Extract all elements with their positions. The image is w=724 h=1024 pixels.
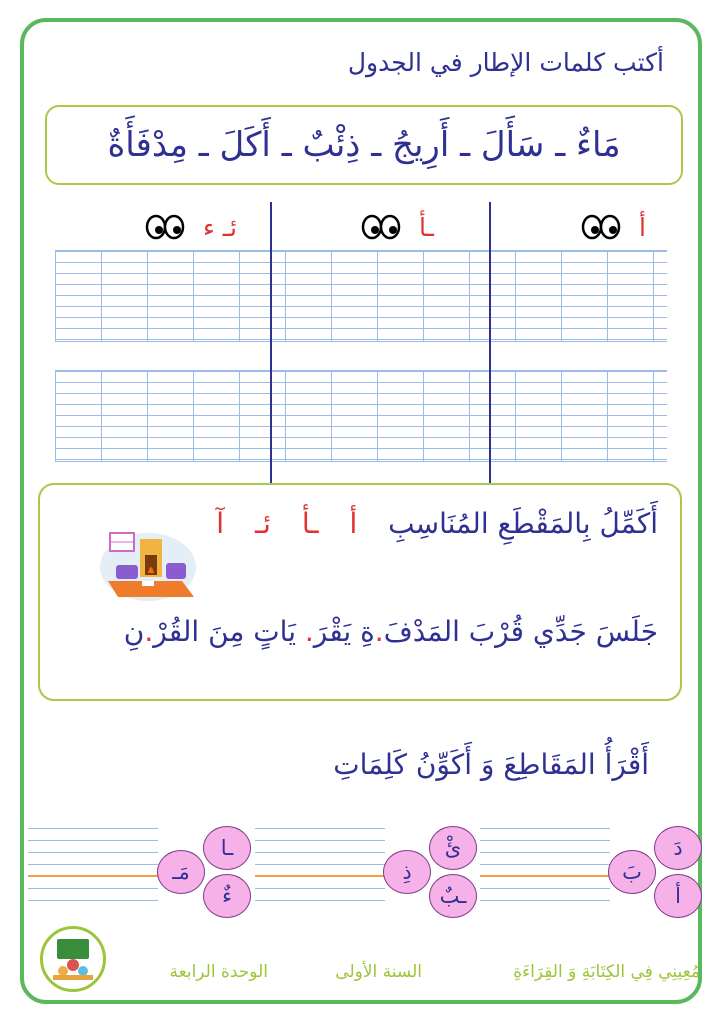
answer-lines[interactable] [255, 828, 385, 904]
logo-icon [47, 933, 99, 985]
instruction-copy-words: أكتب كلمات الإطار في الجدول [347, 48, 664, 77]
complete-instruction-text: أَكَمِّلُ بِالمَقْطَعِ المُنَاسِبِ [388, 507, 658, 540]
column-letters: ئـ ء [203, 212, 237, 242]
syllable-petal: ئْ [429, 826, 477, 870]
syllable-petal: أ [654, 874, 702, 918]
option-letter: آ [216, 507, 225, 540]
sentence-part: جَلَسَ جَدِّي قُرْبَ المَدْفَ [383, 615, 658, 648]
column-divider [270, 202, 272, 484]
column-header-3 [145, 210, 237, 244]
writing-grid-bottom[interactable] [55, 370, 667, 462]
blank-slot[interactable]: . [144, 615, 154, 648]
blank-slot[interactable]: . [374, 615, 384, 648]
instruction-read-syllables: أَقْرَأُ المَقَاطِعَ وَ أَكَوِّنُ كَلِمَاتِ [333, 748, 649, 781]
column-divider [489, 202, 491, 484]
syllable-petal: دَ [654, 826, 702, 870]
word-list: مَاءٌ ـ سَأَلَ ـ أَرِيجُ ـ ذِئْبٌ ـ أَكَلَ ـ مِدْفَأَةٌ [107, 125, 621, 165]
sentence-part: نِ [123, 615, 145, 648]
eyes-icon [361, 213, 401, 241]
fill-in-sentence [124, 615, 658, 648]
sentence-part: ةِ يَقْرَ [313, 615, 375, 648]
footer-unit: الوحدة الرابعة [169, 962, 268, 982]
eyes-icon [581, 213, 621, 241]
living-room-illustration [98, 525, 198, 605]
column-header-2 [361, 210, 434, 244]
word-box [45, 105, 683, 185]
option-letter: ـأ [301, 507, 319, 540]
syllable-petal: ـا [203, 826, 251, 870]
option-letter: ئـ [254, 507, 271, 540]
option-letter: أ [349, 507, 358, 540]
column-letters: أ [639, 212, 646, 242]
footer-school-year: السنة الأولى [335, 962, 422, 982]
syllable-petal: ذِ [383, 850, 431, 894]
syllable-petal: مَـ [157, 850, 205, 894]
answer-lines[interactable] [28, 828, 158, 904]
complete-instruction [216, 507, 658, 540]
column-header-1 [581, 210, 646, 244]
sentence-part: يَاتٍ مِنَ القُرْ [153, 615, 305, 648]
column-letters: ـأ [419, 212, 434, 242]
blank-slot[interactable]: . [304, 615, 314, 648]
syllable-petal: ءٌ [203, 874, 251, 918]
answer-lines[interactable] [480, 828, 610, 904]
syllable-petal: ـبٌ [429, 874, 477, 918]
footer-book-title: مُعِينِي فِي الكِتَابَةِ وَ القِرَاءَةِ [513, 962, 700, 982]
eyes-icon [145, 213, 185, 241]
publisher-logo [40, 926, 106, 992]
syllable-petal: بَ [608, 850, 656, 894]
complete-exercise-box [38, 483, 682, 701]
writing-grid-top[interactable] [55, 250, 667, 342]
